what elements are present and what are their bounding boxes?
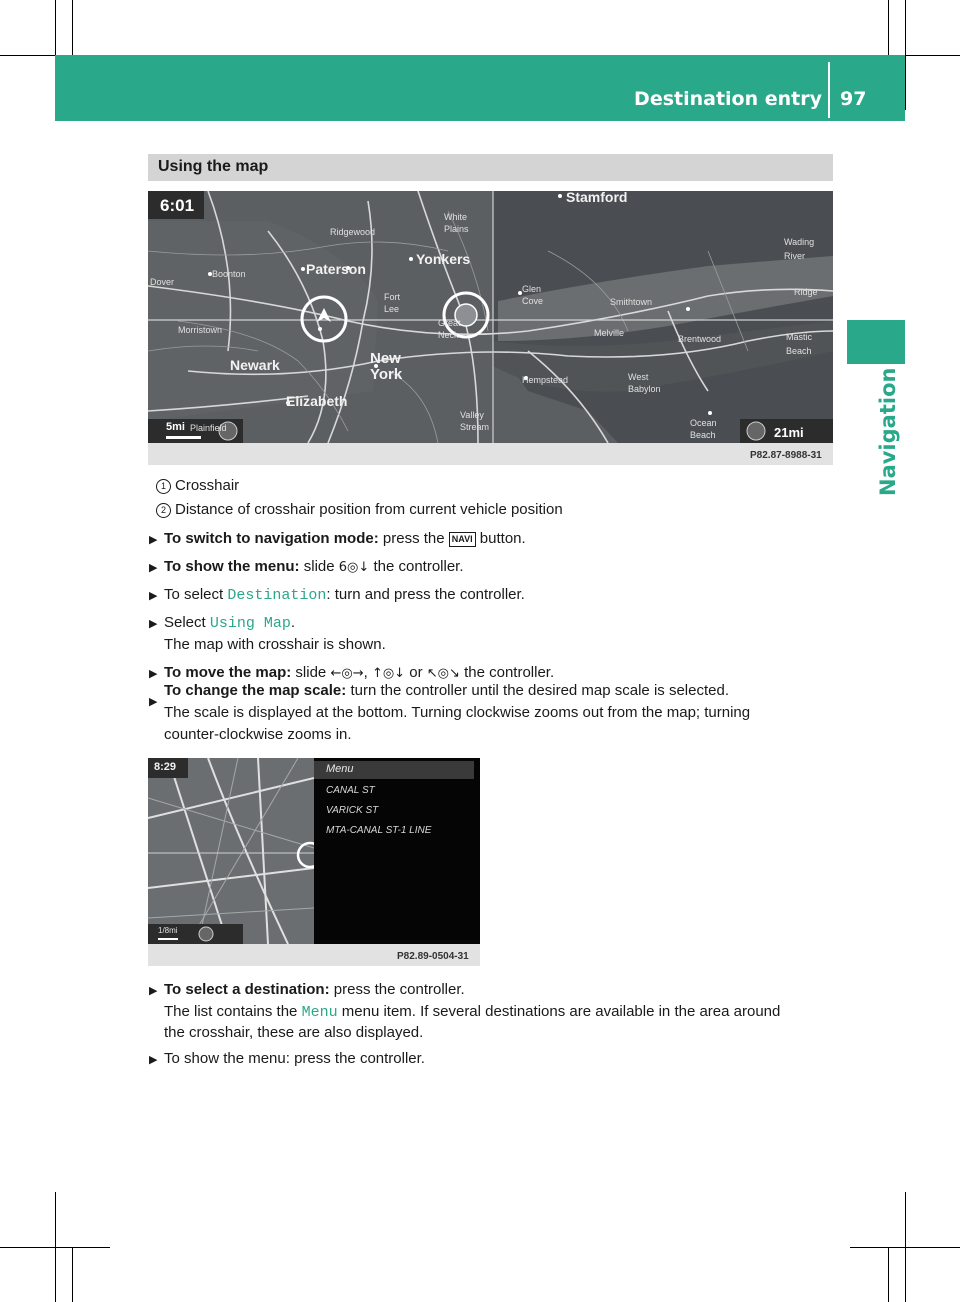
step-arrow-icon: ▶ bbox=[149, 1054, 158, 1066]
step-detail: The scale is displayed at the bottom. Turning clockwise zooms out from the map; turning bbox=[164, 704, 751, 721]
map-label: Paterson bbox=[306, 261, 366, 277]
step-text: slide bbox=[303, 558, 335, 575]
step-arrow-icon: ▶ bbox=[149, 696, 158, 708]
section-tab-label: Navigation bbox=[876, 367, 900, 496]
section-title: Using the map bbox=[158, 158, 269, 175]
map-label: Ridge bbox=[794, 287, 818, 297]
step-heading: To change the map scale: bbox=[164, 682, 347, 699]
step-text: menu item. If several destinations are available in the area around bbox=[341, 1003, 781, 1020]
step-heading: To move the map: bbox=[164, 664, 292, 681]
map-label: Stamford bbox=[566, 191, 628, 205]
step-text: turn the controller until the desired map scale is selected. bbox=[350, 682, 729, 699]
clock-display: 8:29 bbox=[154, 761, 177, 773]
crop-mark bbox=[888, 0, 889, 55]
step-text: the controller. bbox=[464, 664, 555, 681]
controller-slide-vertical-icon: ↑◎↓ bbox=[371, 666, 406, 681]
menu-header bbox=[314, 761, 474, 779]
map-screenshot-menu bbox=[148, 758, 480, 944]
step-text: slide bbox=[295, 664, 327, 681]
step-show-menu bbox=[164, 556, 464, 578]
section-tab bbox=[847, 366, 905, 496]
controller-slide-horizontal-icon: ←◎→ bbox=[330, 666, 364, 681]
map-label: White Plains bbox=[444, 212, 469, 234]
map-label: Melville bbox=[594, 328, 625, 338]
page-number: 97 bbox=[840, 88, 867, 110]
map-label: Boonton bbox=[212, 269, 246, 279]
step-select-destination bbox=[164, 584, 525, 606]
step-text: : turn and press the controller. bbox=[326, 586, 525, 603]
figure-caption-strip bbox=[148, 443, 833, 465]
map-label: Fort Lee bbox=[384, 292, 401, 314]
map-label: Wading River bbox=[784, 237, 815, 261]
scale-indicator: 1/8mi bbox=[158, 926, 178, 935]
step-text: press the controller. bbox=[333, 981, 465, 998]
step-arrow-icon: ▶ bbox=[149, 562, 158, 574]
map-label: New York bbox=[370, 350, 403, 383]
map-label: Morristown bbox=[178, 325, 223, 335]
map-label: Great Neck bbox=[438, 318, 461, 340]
section-tab-marker bbox=[847, 320, 905, 364]
step-text: press the bbox=[382, 530, 445, 547]
step-arrow-icon: ▶ bbox=[149, 590, 158, 602]
map-label: Smithtown bbox=[610, 297, 653, 307]
map-label: Mastic Beach bbox=[786, 332, 813, 356]
step-arrow-icon: ▶ bbox=[149, 668, 158, 680]
menu-item-reference: Destination bbox=[227, 587, 327, 604]
map-label: Glen Cove bbox=[522, 284, 544, 306]
crop-mark bbox=[55, 1192, 56, 1302]
distance-indicator: 21mi bbox=[774, 425, 804, 440]
figure-code: P82.89-0504-31 bbox=[397, 951, 469, 962]
map-label: Elizabeth bbox=[286, 393, 348, 409]
step-select-using-map bbox=[164, 612, 295, 634]
step-text: , bbox=[363, 664, 368, 681]
chapter-title: Destination entry bbox=[634, 88, 822, 110]
legend-text: Crosshair bbox=[175, 477, 240, 494]
callout-number: 1 bbox=[156, 479, 171, 494]
menu-item: VARICK ST bbox=[326, 805, 379, 816]
step-text: The list contains the bbox=[164, 1003, 298, 1020]
step-detail: the crosshair, these are also displayed. bbox=[164, 1024, 424, 1041]
step-text: the controller. bbox=[373, 558, 464, 575]
step-arrow-icon: ▶ bbox=[149, 534, 158, 546]
clock-display: 6:01 bbox=[160, 196, 195, 215]
step-switch-navi bbox=[164, 528, 526, 549]
crop-mark bbox=[888, 1247, 889, 1302]
crop-mark bbox=[905, 1192, 906, 1302]
step-heading: To switch to navigation mode: bbox=[164, 530, 379, 547]
crop-mark bbox=[905, 0, 906, 110]
step-result: The map with crosshair is shown. bbox=[164, 636, 386, 653]
menu-panel bbox=[314, 758, 480, 944]
map-graphic bbox=[148, 191, 833, 443]
step-text: Select bbox=[164, 614, 206, 631]
map-label: Hempstead bbox=[522, 375, 569, 385]
scale-indicator: 5mi bbox=[166, 421, 185, 433]
step-heading: To show the menu: bbox=[164, 558, 300, 575]
step-text: or bbox=[409, 664, 423, 681]
controller-slide-icon: 6◎↓ bbox=[338, 560, 370, 575]
navi-key-icon: NAVI bbox=[449, 532, 476, 547]
step-text: To select bbox=[164, 586, 224, 603]
step-arrow-icon: ▶ bbox=[149, 618, 158, 630]
callout-number: 2 bbox=[156, 503, 171, 518]
step-text: . bbox=[290, 614, 296, 631]
section-heading bbox=[148, 154, 833, 181]
step-select-destination-map bbox=[164, 979, 465, 1000]
step-change-scale bbox=[164, 680, 729, 701]
map-label: Brentwood bbox=[678, 334, 722, 344]
map-label: Ocean Beach bbox=[690, 418, 717, 440]
menu-item-reference: Using Map bbox=[209, 615, 291, 632]
map-label: West Babylon bbox=[628, 372, 661, 394]
menu-item-reference: Menu bbox=[301, 1004, 338, 1021]
figure-code: P82.87-8988-31 bbox=[750, 450, 822, 461]
map-screenshot-crosshair bbox=[148, 191, 833, 443]
step-text: button. bbox=[479, 530, 526, 547]
controller-slide-diagonal-icon: ↖◎↘ bbox=[426, 666, 460, 681]
map-label: Newark bbox=[230, 357, 280, 373]
header-divider bbox=[828, 62, 830, 118]
menu-title: Menu bbox=[326, 763, 354, 775]
step-heading: To select a destination: bbox=[164, 981, 330, 998]
map-graphic bbox=[148, 758, 314, 944]
crop-mark bbox=[72, 0, 73, 55]
map-label: Ridgewood bbox=[330, 227, 376, 237]
crop-mark bbox=[72, 1247, 73, 1302]
step-detail bbox=[164, 1001, 780, 1023]
map-label: Yonkers bbox=[416, 251, 471, 267]
menu-item: MTA-CANAL ST-1 LINE bbox=[326, 825, 432, 836]
map-label: Dover bbox=[150, 277, 175, 287]
legend-text: Distance of crosshair position from current vehicle position bbox=[175, 501, 563, 518]
step-show-menu-final: To show the menu: press the controller. bbox=[164, 1050, 425, 1067]
step-arrow-icon: ▶ bbox=[149, 985, 158, 997]
menu-item: CANAL ST bbox=[326, 785, 375, 796]
map-label: Valley Stream bbox=[460, 410, 490, 432]
step-detail: counter-clockwise zooms in. bbox=[164, 726, 352, 743]
map-label: Plainfield bbox=[190, 423, 227, 433]
